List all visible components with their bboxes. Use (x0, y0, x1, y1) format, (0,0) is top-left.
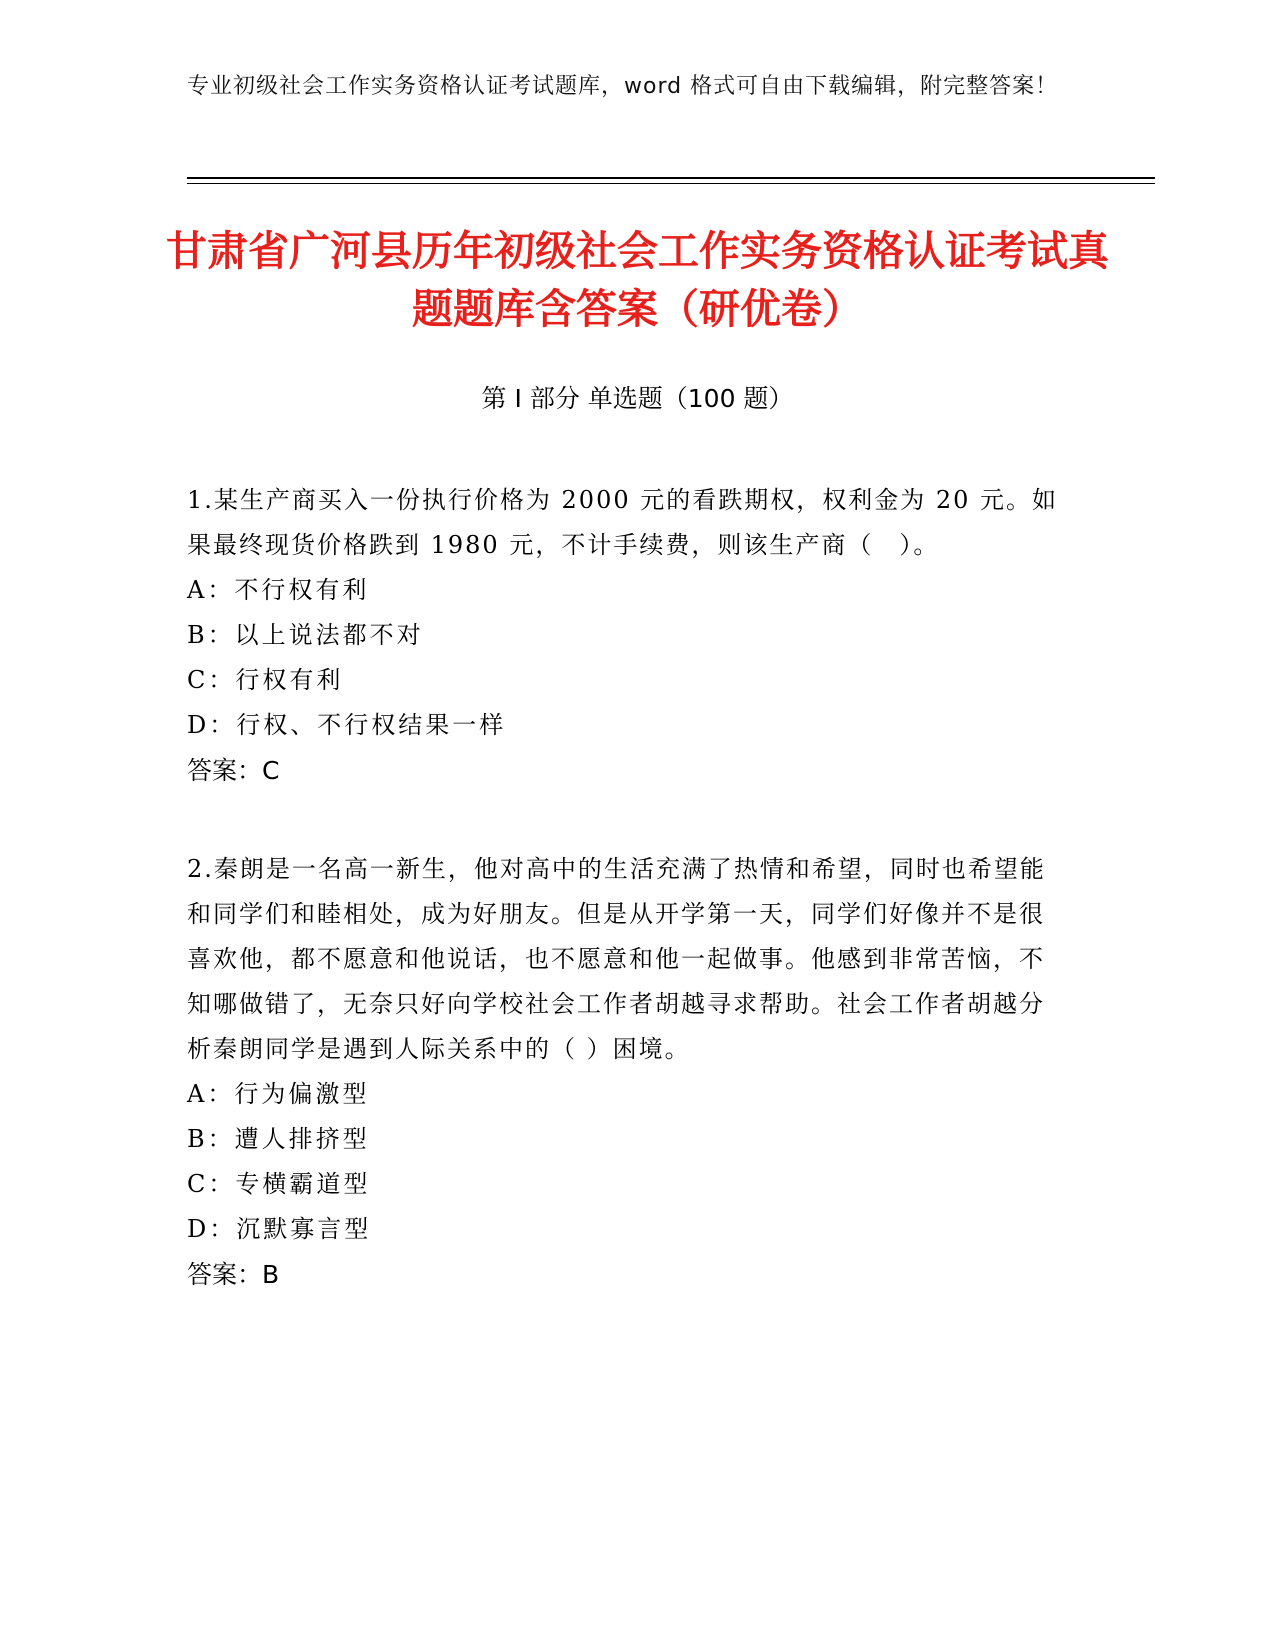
question-list (187, 478, 1067, 1351)
answer-label: 答案：B (187, 1260, 280, 1289)
option-d: D：沉默寡言型 (187, 1215, 372, 1243)
question-stem: 1.某生产商买入一份执行价格为 2000 元的看跌期权，权利金为 20 元。如果最终现货价格跌到 1980 元，不计手续费，则该生产商（ ）。 (187, 486, 1059, 559)
document-title: 甘肃省广河县历年初级社会工作实务资格认证考试真题题库含答案（研优卷） (166, 227, 1109, 333)
option-c: C：专横霸道型 (187, 1170, 371, 1198)
option-b: B：以上说法都不对 (187, 621, 424, 649)
header-rule-thin (187, 183, 1155, 184)
header-rule-thick (187, 177, 1155, 179)
option-c: C：行权有利 (187, 666, 344, 694)
answer-label: 答案：C (187, 756, 280, 785)
header-note: 专业初级社会工作实务资格认证考试题库，word 格式可自由下载编辑，附完整答案！ (187, 74, 1059, 99)
option-b: B：遭人排挤型 (187, 1125, 370, 1153)
question-1 (187, 478, 1067, 793)
question-2 (187, 847, 1067, 1297)
option-a: A：行为偏激型 (187, 1080, 370, 1108)
option-d: D：行权、不行权结果一样 (187, 711, 507, 739)
question-stem: 2.秦朗是一名高一新生，他对高中的生活充满了热情和希望，同时也希望能和同学们和睦相处，成为好朋友。但是从开学第一天，同学们好像并不是很喜欢他，都不愿意和他说话，也不愿意和他一起做事。他感到非常苦恼，不知哪做错了，无奈只好向学校社会工作者胡越寻求帮助。社会工作者胡越分析秦朗同学是遇到人际关系中的（ ）困境。 (187, 855, 1046, 1063)
option-a: A：不行权有利 (187, 576, 370, 604)
section-heading: 第 I 部分 单选题（100 题） (481, 384, 794, 413)
